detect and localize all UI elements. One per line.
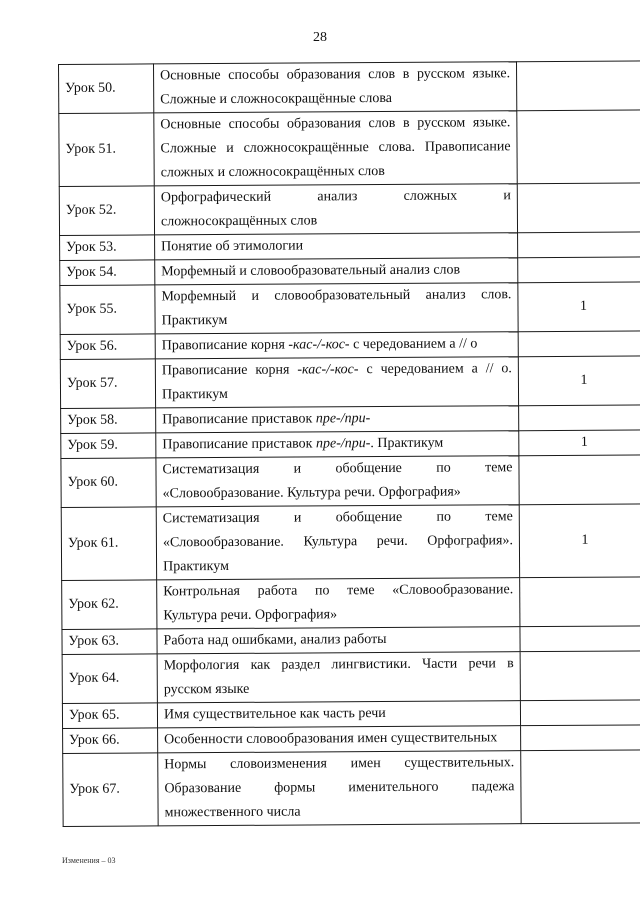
lesson-number: Урок 55. <box>60 285 155 335</box>
lesson-plan-table <box>58 60 640 827</box>
lesson-number: Урок 60. <box>61 458 156 508</box>
lesson-hours <box>519 455 640 505</box>
table-row <box>61 455 640 508</box>
lesson-hours <box>518 232 640 258</box>
table-row <box>60 257 640 286</box>
page-footer: Изменения – 03 <box>62 856 116 865</box>
lesson-number: Урок 63. <box>62 629 157 655</box>
table-row <box>63 725 640 754</box>
lesson-hours <box>520 577 640 627</box>
topic-text: Правописание приставок <box>162 436 317 453</box>
table-row <box>60 331 640 360</box>
lesson-number: Урок 52. <box>59 186 154 236</box>
table-row <box>62 626 640 655</box>
lesson-topic: Понятие об этимологии <box>155 233 518 260</box>
table-row <box>61 430 640 459</box>
topic-text: Правописание корня <box>161 362 298 379</box>
lesson-hours <box>520 700 640 726</box>
topic-italic: пре-/при- <box>315 411 371 427</box>
lesson-topic <box>155 332 518 359</box>
lesson-number: Урок 57. <box>60 359 155 409</box>
lesson-topic: Систематизация и обобщение по теме «Словообразование. Культура речи. Орфография» <box>156 456 519 507</box>
table-row <box>60 282 640 335</box>
lesson-topic: Работа над ошибками, анализ работы <box>157 627 520 654</box>
table-row <box>62 700 640 729</box>
lesson-hours <box>521 725 640 751</box>
topic-text: с чередованием а // о. Практикум <box>161 361 512 403</box>
lesson-topic: Систематизация и обобщение по теме «Словообразование. Культура речи. Орфография». Практикум <box>156 505 519 580</box>
lesson-hours: 1 <box>519 504 640 578</box>
topic-text: Правописание корня <box>161 337 289 354</box>
topic-italic: -кас-/-кос- <box>297 362 359 378</box>
table-row <box>59 110 640 187</box>
lesson-topic: Основные способы образования слов в русском языке. Сложные и сложносокращённые слова. Правописание сложных и сложносокращённых слов <box>154 111 517 186</box>
lesson-hours: 1 <box>518 356 640 406</box>
lesson-topic: Орфографический анализ сложных и сложносокращённых слов <box>154 184 517 235</box>
lesson-hours <box>517 110 640 184</box>
table-row <box>62 577 640 630</box>
page-number: 28 <box>313 30 327 45</box>
table-row <box>62 651 640 704</box>
lesson-hours: 1 <box>518 282 640 332</box>
lesson-topic: Морфемный и словообразовательный анализ слов. Практикум <box>155 283 518 334</box>
lesson-topic: Имя существительное как часть речи <box>157 701 520 728</box>
lesson-hours <box>516 61 640 111</box>
table-row <box>60 356 640 409</box>
table-row <box>59 183 640 236</box>
lesson-number: Урок 56. <box>60 334 155 360</box>
lesson-number: Урок 58. <box>61 408 156 434</box>
lesson-number: Урок 59. <box>61 433 156 459</box>
table-row <box>60 232 640 261</box>
lesson-number: Урок 50. <box>59 64 154 114</box>
lesson-hours: 1 <box>519 430 640 456</box>
lesson-topic <box>156 406 519 433</box>
lesson-number: Урок 54. <box>60 260 155 286</box>
lesson-hours <box>519 405 640 431</box>
topic-text: Правописание приставок <box>162 411 316 428</box>
lesson-topic <box>156 431 519 458</box>
lesson-number: Урок 53. <box>60 235 155 261</box>
table-row <box>59 61 640 114</box>
lesson-number: Урок 51. <box>59 113 154 187</box>
lesson-number: Урок 64. <box>62 654 157 704</box>
topic-text: с чередованием а // о <box>349 336 478 353</box>
lesson-hours <box>518 257 640 283</box>
topic-italic: -кас-/-кос- <box>288 337 350 353</box>
lesson-topic: Морфология как раздел лингвистики. Части речи в русском языке <box>157 652 520 703</box>
table-row <box>61 405 640 434</box>
lesson-topic: Морфемный и словообразовательный анализ слов <box>155 258 518 285</box>
lesson-number: Урок 65. <box>62 703 157 729</box>
topic-text: . Практикум <box>370 435 444 452</box>
topic-italic: пре-/при- <box>315 436 371 452</box>
lesson-topic: Основные способы образования слов в русском языке. Сложные и сложносокращённые слова <box>154 62 517 113</box>
lesson-hours <box>520 651 640 701</box>
lesson-topic: Нормы словоизменения имен существительных. Образование формы именительного падежа множественного числа <box>158 751 521 826</box>
lesson-topic: Контрольная работа по теме «Словообразование. Культура речи. Орфография» <box>157 578 520 629</box>
lesson-number: Урок 67. <box>63 753 158 827</box>
lesson-hours <box>520 626 640 652</box>
lesson-topic: Особенности словообразования имен существительных <box>158 726 521 753</box>
lesson-number: Урок 61. <box>61 507 156 581</box>
lesson-hours <box>517 183 640 233</box>
lesson-number: Урок 62. <box>62 580 157 630</box>
lesson-hours <box>518 331 640 357</box>
table-row <box>63 750 640 827</box>
table-row <box>61 504 640 581</box>
lesson-hours <box>521 750 640 824</box>
lesson-number: Урок 66. <box>63 728 158 754</box>
lesson-topic <box>155 357 518 408</box>
